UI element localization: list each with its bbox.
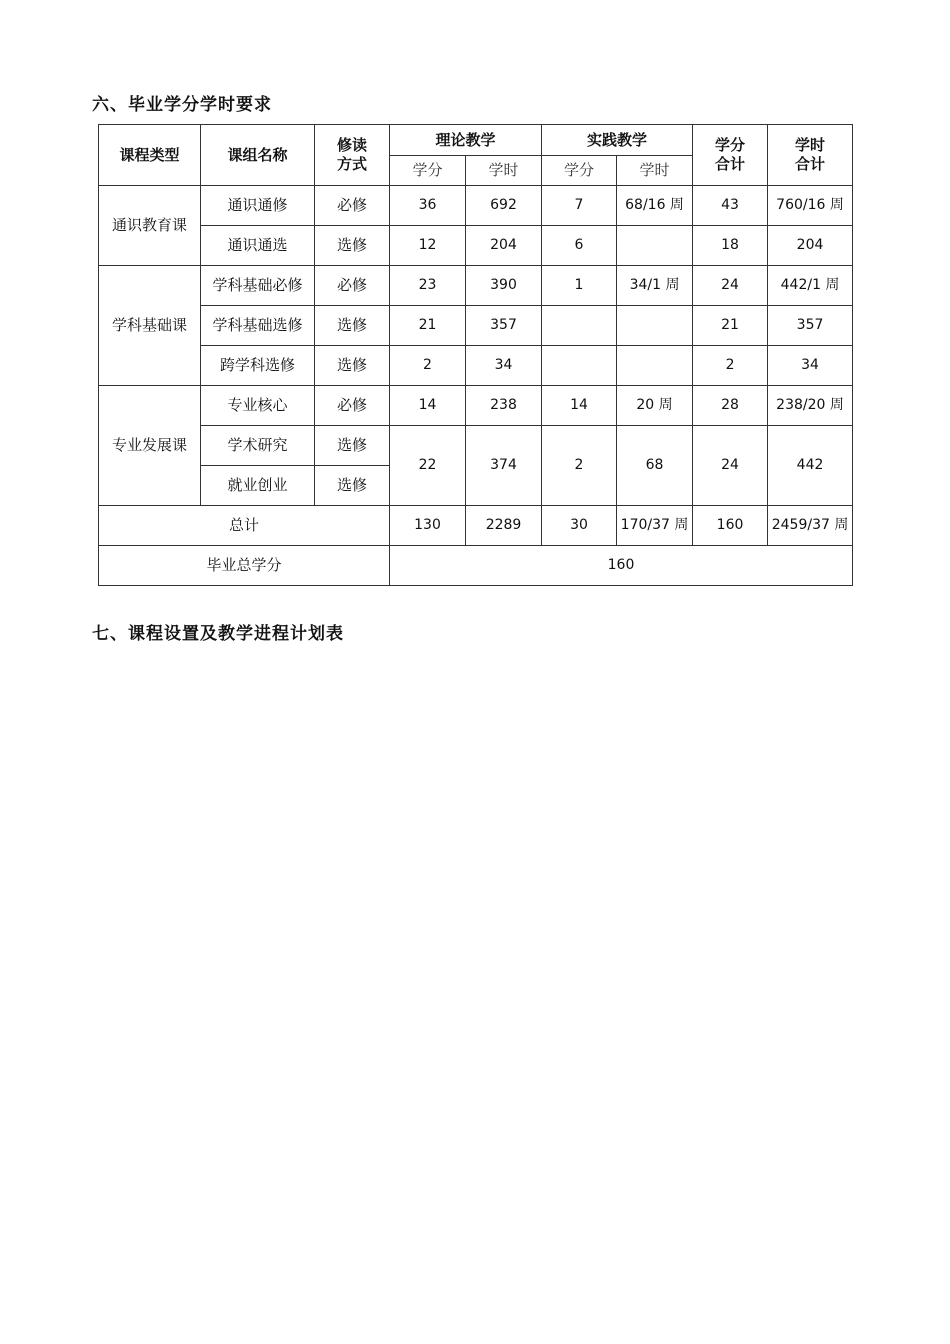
header-theory-hours: 学时	[466, 156, 542, 186]
study-mode-cell: 选修	[315, 426, 390, 466]
header-credit-total-line1: 学分	[715, 136, 746, 154]
total-theory-credit: 130	[390, 506, 466, 546]
table-row	[99, 386, 853, 426]
credit-total-cell: 28	[693, 386, 768, 426]
credit-total-cell: 18	[693, 226, 768, 266]
practice-hours-cell: 34/1 周	[617, 266, 693, 306]
theory-credit-cell: 14	[390, 386, 466, 426]
study-mode-cell: 选修	[315, 226, 390, 266]
practice-hours-cell	[617, 346, 693, 386]
practice-hours-cell: 68/16 周	[617, 186, 693, 226]
hours-total-cell: 442/1 周	[768, 266, 853, 306]
header-hours-total-line2: 合计	[795, 155, 826, 173]
practice-credit-cell: 6	[542, 226, 617, 266]
credit-total-cell: 2	[693, 346, 768, 386]
total-credit-total: 160	[693, 506, 768, 546]
header-practice-teaching: 实践教学	[542, 125, 693, 156]
theory-credit-cell: 23	[390, 266, 466, 306]
theory-hours-cell: 374	[466, 426, 542, 506]
group-name-cell: 通识通修	[201, 186, 315, 226]
study-mode-cell: 必修	[315, 386, 390, 426]
practice-credit-cell	[542, 346, 617, 386]
section-6-heading: 六、毕业学分学时要求	[92, 95, 272, 115]
group-name-cell: 学科基础选修	[201, 306, 315, 346]
study-mode-cell: 必修	[315, 186, 390, 226]
hours-total-cell: 204	[768, 226, 853, 266]
practice-credit-cell: 1	[542, 266, 617, 306]
theory-credit-cell: 12	[390, 226, 466, 266]
header-study-mode-line2: 方式	[336, 155, 367, 173]
credit-hours-requirements-table	[98, 124, 853, 586]
graduation-credits-label: 毕业总学分	[99, 546, 390, 586]
practice-hours-cell: 20 周	[617, 386, 693, 426]
total-practice-credit: 30	[542, 506, 617, 546]
credit-total-cell: 43	[693, 186, 768, 226]
theory-credit-cell: 22	[390, 426, 466, 506]
header-theory-credit: 学分	[390, 156, 466, 186]
total-practice-hours: 170/37 周	[617, 506, 693, 546]
table-row	[99, 226, 853, 266]
header-row-1	[99, 125, 853, 156]
category-general-education: 通识教育课	[99, 186, 201, 266]
credit-total-cell: 21	[693, 306, 768, 346]
graduation-credits-value: 160	[390, 546, 853, 586]
practice-hours-cell	[617, 226, 693, 266]
total-label: 总计	[99, 506, 390, 546]
group-name-cell: 通识通选	[201, 226, 315, 266]
header-theory-teaching: 理论教学	[390, 125, 542, 156]
practice-hours-cell: 68	[617, 426, 693, 506]
table-row	[99, 186, 853, 226]
theory-hours-cell: 34	[466, 346, 542, 386]
group-name-cell: 学术研究	[201, 426, 315, 466]
practice-credit-cell	[542, 306, 617, 346]
study-mode-cell: 选修	[315, 466, 390, 506]
header-study-mode	[315, 125, 390, 186]
theory-hours-cell: 390	[466, 266, 542, 306]
table-row	[99, 426, 853, 466]
group-name-cell: 跨学科选修	[201, 346, 315, 386]
group-name-cell: 专业核心	[201, 386, 315, 426]
hours-total-cell: 238/20 周	[768, 386, 853, 426]
theory-credit-cell: 21	[390, 306, 466, 346]
group-name-cell: 就业创业	[201, 466, 315, 506]
total-hours-total: 2459/37 周	[768, 506, 853, 546]
hours-total-cell: 442	[768, 426, 853, 506]
group-name-cell: 学科基础必修	[201, 266, 315, 306]
header-credit-total	[693, 125, 768, 186]
study-mode-cell: 选修	[315, 346, 390, 386]
header-group-name: 课组名称	[201, 125, 315, 186]
hours-total-cell: 760/16 周	[768, 186, 853, 226]
theory-hours-cell: 357	[466, 306, 542, 346]
theory-hours-cell: 692	[466, 186, 542, 226]
total-theory-hours: 2289	[466, 506, 542, 546]
category-professional-development: 专业发展课	[99, 386, 201, 506]
credit-total-cell: 24	[693, 426, 768, 506]
total-row	[99, 506, 853, 546]
table-row	[99, 306, 853, 346]
study-mode-cell: 选修	[315, 306, 390, 346]
theory-hours-cell: 238	[466, 386, 542, 426]
header-practice-credit: 学分	[542, 156, 617, 186]
table-row	[99, 266, 853, 306]
practice-credit-cell: 14	[542, 386, 617, 426]
study-mode-cell: 必修	[315, 266, 390, 306]
header-study-mode-line1: 修读	[336, 136, 367, 154]
hours-total-cell: 357	[768, 306, 853, 346]
graduation-credits-row	[99, 546, 853, 586]
theory-hours-cell: 204	[466, 226, 542, 266]
header-practice-hours: 学时	[617, 156, 693, 186]
practice-credit-cell: 2	[542, 426, 617, 506]
hours-total-cell: 34	[768, 346, 853, 386]
table-row	[99, 346, 853, 386]
header-course-type: 课程类型	[99, 125, 201, 186]
header-hours-total	[768, 125, 853, 186]
practice-credit-cell: 7	[542, 186, 617, 226]
header-hours-total-line1: 学时	[795, 136, 826, 154]
section-7-heading: 七、课程设置及教学进程计划表	[92, 624, 344, 644]
theory-credit-cell: 2	[390, 346, 466, 386]
header-credit-total-line2: 合计	[715, 155, 746, 173]
theory-credit-cell: 36	[390, 186, 466, 226]
category-discipline-foundation: 学科基础课	[99, 266, 201, 386]
practice-hours-cell	[617, 306, 693, 346]
credit-total-cell: 24	[693, 266, 768, 306]
